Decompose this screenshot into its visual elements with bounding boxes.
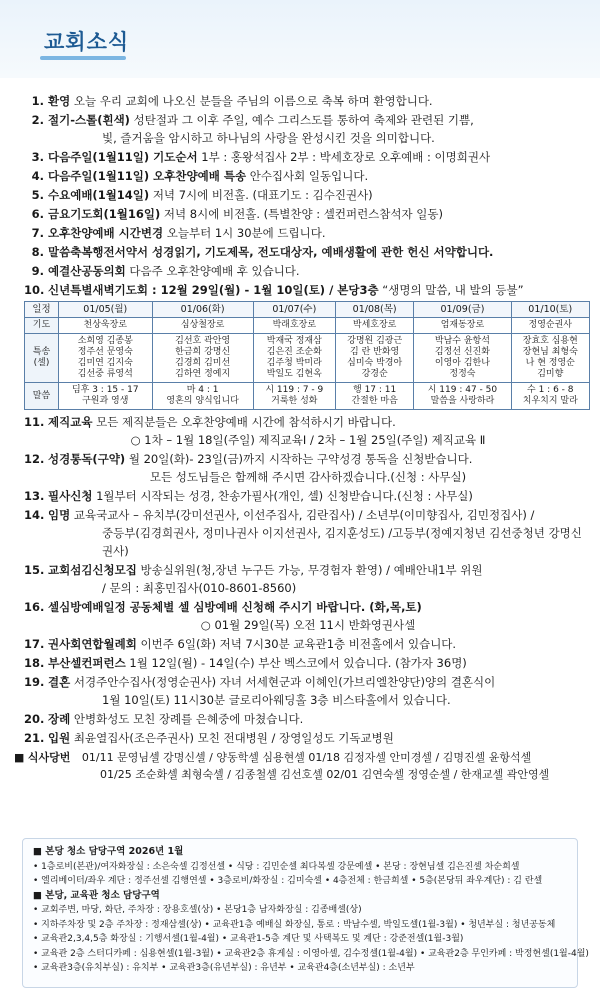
cleaning-row: • 1층로비(본관)/여자화장실 : 소은숙셀 김정선셀 • 식당 : 김민순셀 최다복셀 강문예셀 • 본당 : 장현님셀 김은진셀 차순희셀	[33, 861, 520, 872]
notice-title: 다음주일(1월11일) 오후찬양예배 특송	[48, 169, 247, 183]
cleaning-title-2: ■ 본당, 교육관 청소 담당구역	[33, 889, 160, 901]
notice-number: 7.	[31, 226, 44, 240]
notice-number: 3.	[31, 150, 44, 164]
notice-title: 말씀축복행전서약서 성경읽기, 기도제목, 전도대상자, 예배생활에 관한 헌신 서약합니다.	[48, 245, 494, 259]
notice-item	[14, 506, 592, 560]
notice-text: 교육국교사 – 유치부(강미선권사, 이선주집사, 김란집사) / 소년부(이미향집사, 김민정집사) /	[70, 508, 535, 522]
prayer-cell: 엄재동장로	[414, 318, 511, 334]
notice-title: 다음주일(1월11일) 기도순서	[48, 150, 198, 164]
notice-title: 금요기도회(1월16일)	[48, 207, 161, 221]
notice-number: 8.	[31, 245, 44, 259]
notices-list	[14, 92, 592, 783]
notice-title: 필사신청	[48, 489, 93, 503]
notice-continuation: ○ 01월 29일(목) 오전 11시 반화영권사셀	[200, 618, 416, 632]
prayer-cell: 01/09(금)	[414, 302, 511, 318]
notice-number: 4.	[31, 169, 44, 183]
prayer-row-label: 말씀	[25, 383, 59, 410]
cleaning-row: • 지하주차장 및 2층 주차장 : 정재삼셀(상) • 교육관1층 예배실 화장실, 통로 : 박남수셀, 박일도셀(1월-3월) • 청년부실 : 청년공동체	[33, 919, 556, 930]
cleaning-row: • 교육관3층(유치부실) : 유치부 • 교육관3층(유년부실) : 유년부 • 교육관4층(소년부실) : 소년부	[33, 963, 415, 973]
notice-number: 15.	[24, 563, 45, 577]
notice-number: 6.	[31, 207, 44, 221]
prayer-cell: 박남수 윤항석 김정선 신진화 이영아 김한나 정정숙	[414, 334, 511, 383]
notice-text: 1월 12일(월) - 14일(수) 부산 벡스코에서 있습니다. (참가자 36명)	[125, 656, 467, 670]
prayer-cell: 김선호 곽안영 한금희 강명신 김경희 김미선 김하연 정예지	[152, 334, 253, 383]
meal-line-1: 01/11 문영님셀 강명신셀 / 양동학셀 심용현셀 01/18 김정자셀 안미경셀 / 김명진셀 윤항석셀	[81, 751, 532, 764]
prayer-cell: 박재국 정재삼 김은진 조순화 김주청 박미라 박일도 김현옥	[253, 334, 335, 383]
notice-number: 11.	[24, 415, 45, 429]
notice-title: 권사회연합월례회	[48, 637, 137, 651]
notice-continuation: ○ 1차 – 1월 18일(주일) 제직교육Ⅰ / 2차 – 1월 25일(주일) 제직교육 Ⅱ	[130, 433, 486, 447]
notice-title: 제직교육	[48, 415, 93, 429]
prayer-cell: 장효호 심용현 장현님 최형숙 나 현 정영순 김미향	[511, 334, 589, 383]
notice-title: 신년특별새벽기도회 : 12월 29일(월) - 1월 10일(토) / 본당3층	[48, 283, 379, 297]
notice-item	[14, 262, 592, 280]
notice-item	[14, 710, 592, 728]
notice-text: 저녁 8시에 비전홀. (특별찬양 : 셀컨퍼런스참석자 일동)	[160, 207, 443, 221]
notice-item	[14, 186, 592, 204]
notice-text: 방송실위원(청,장년 누구든 가능, 무경험자 환영) / 예배안내1부 위원	[136, 563, 483, 577]
notice-number: 17.	[24, 637, 45, 651]
prayer-cell: 시 119 : 7 - 9 거룩한 성화	[253, 383, 335, 410]
prayer-cell: 강명원 김광근 김 란 반화영 심미숙 박경아 강경순	[335, 334, 413, 383]
notice-number: 18.	[24, 656, 45, 670]
prayer-cell: 정영순권사	[511, 318, 589, 334]
notice-item	[14, 205, 592, 223]
notice-text: 모든 제직분들은 오후찬양예배 시간에 참석하시기 바랍니다.	[92, 415, 396, 429]
notice-text: 1월부터 시작되는 성경, 찬송가필사(개인, 셀) 신청받습니다.(신청 : 사무실)	[92, 489, 473, 503]
notice-text: 월 20일(화)- 23일(금)까지 시작하는 구약성경 통독을 신청받습니다.	[125, 452, 473, 466]
notice-number: 12.	[24, 452, 45, 466]
notice-number: 9.	[31, 264, 44, 278]
notice-item	[14, 654, 592, 672]
prayer-cell: 박세호장로	[335, 318, 413, 334]
notice-title: 장례	[48, 712, 71, 726]
meal-label: 식사당번	[27, 751, 71, 764]
notice-number: 14.	[24, 508, 45, 522]
notice-text: 안병화성도 모친 장례를 은혜중에 마쳤습니다.	[70, 712, 304, 726]
cleaning-title-1: ■ 본당 청소 담당구역 2026년 1월	[33, 846, 184, 857]
notice-title: 예결산공동의회	[48, 264, 126, 278]
cleaning-box	[22, 838, 589, 988]
notice-number: 10.	[24, 283, 45, 297]
title-underline	[40, 56, 126, 60]
notice-item	[14, 561, 592, 597]
notice-title: 셀심방예배일정 공동체별 셀 심방예배 신청해 주시기 바랍니다. (화,목,토)	[48, 600, 422, 614]
notice-number: 5.	[31, 188, 44, 202]
notice-title: 수요예배(1월14일)	[48, 188, 150, 202]
notice-title: 오후찬양예배 시간변경	[48, 226, 164, 240]
prayer-cell: 심상철장로	[152, 318, 253, 334]
prayer-cell: 01/08(목)	[335, 302, 413, 318]
notice-text: 안수집사회 일동입니다.	[246, 169, 369, 183]
notice-title: 부산셀컨퍼런스	[48, 656, 126, 670]
prayer-cell: 01/10(토)	[511, 302, 589, 318]
notice-number: 21.	[24, 731, 45, 745]
notice-continuation: 빛, 즐거움을 암시하고 하나님의 사랑을 완성시킨 것을 의미합니다.	[102, 131, 435, 145]
notice-number: 16.	[24, 600, 45, 614]
meal-bullet: ■	[14, 751, 25, 764]
prayer-cell: 딤후 3 : 15 - 17 구원과 영생	[59, 383, 153, 410]
notice-text: 성탄절과 그 이후 주일, 예수 그리스도를 통하여 축제와 관련된 기쁨,	[129, 113, 474, 127]
prayer-cell: 수 1 : 6 - 8 치우치지 말라	[511, 383, 589, 410]
notice-continuation: / 문의 : 최홍민집사(010-8601-8560)	[102, 581, 297, 595]
notice-item	[14, 598, 592, 634]
notice-continuation: 모든 성도님들은 함께해 주시면 감사하겠습니다.(신청 : 사무실)	[149, 470, 467, 484]
notice-item	[14, 224, 592, 242]
prayer-cell: 01/07(수)	[253, 302, 335, 318]
notice-item	[14, 243, 592, 261]
notice-item	[14, 635, 592, 653]
notice-item	[14, 111, 592, 147]
notice-number: 2.	[31, 113, 44, 127]
notice-text: 오늘 우리 교회에 나오신 분들을 주님의 이름으로 축복 하며 환영합니다.	[70, 94, 433, 108]
prayer-cell: 마 4 : 1 영혼의 양식입니다	[152, 383, 253, 410]
prayer-row-label: 일정	[25, 302, 59, 318]
notice-item	[14, 450, 592, 486]
cleaning-row: • 교육관2,3,4,5층 화장실 : 기행서셀(1월-4월) • 교육관1-5층 계단 및 사택복도 및 계단 : 강준전셀(1월-3월)	[33, 934, 464, 944]
notice-item	[14, 148, 592, 166]
prayer-cell: 박래호장로	[253, 318, 335, 334]
notice-title: 결혼	[48, 675, 71, 689]
notice-number: 20.	[24, 712, 45, 726]
notice-item	[14, 413, 592, 449]
cleaning-row: • 교회주변, 마당, 화단, 주차장 : 장용호셀(상) • 본당1층 남자화장실 : 김종배셀(상)	[33, 905, 362, 915]
notice-text: 이번주 6일(화) 저녁 7시30분 교육관1층 비전홀에서 있습니다.	[136, 637, 457, 651]
notice-continuation: 중등부(김경희권사, 정미나권사 이지선권사, 김지훈성도) /고등부(정예지청년 김선중청년 강명신권사)	[102, 526, 582, 558]
notice-text: 최윤열집사(조은주권사) 모친 전대병원 / 장영일성도 기독교병원	[70, 731, 394, 745]
notice-text: 저녁 7시에 비전홀. (대표기도 : 김수진권사)	[149, 188, 373, 202]
notice-title: 환영	[48, 94, 71, 108]
prayer-cell: 행 17 : 11 간절한 마음	[335, 383, 413, 410]
notice-title: 입원	[48, 731, 71, 745]
notice-item	[14, 487, 592, 505]
notice-title: 임명	[48, 508, 71, 522]
prayer-cell: 시 119 : 47 - 50 말씀을 사랑하라	[414, 383, 511, 410]
notice-continuation: 1월 10일(토) 11시30분 글로리아웨딩홀 3층 비스타홀에서 있습니다.	[102, 693, 451, 707]
prayer-row-word	[25, 383, 590, 410]
prayer-schedule-table	[24, 301, 590, 410]
notice-item	[14, 729, 592, 747]
notice-text: 서경주안수집사(정영순권사) 자녀 서세현군과 이혜인(가브리엘찬양단)양의 결혼식이	[70, 675, 496, 689]
notice-text: “생명의 말씀, 내 발의 등불”	[378, 283, 524, 297]
cleaning-row: • 교육관 2층 스터디카페 : 심용현셀(1월-3월) • 교육관2층 휴게실 : 이영아셀, 김수정셀(1월-4월) • 교육관2층 무인카페 : 박정현셀(1월-4월)	[33, 948, 589, 959]
prayer-row-label: 기도	[25, 318, 59, 334]
header-banner	[0, 0, 600, 78]
notice-item	[14, 673, 592, 709]
notice-title: 성경통독(구약)	[48, 452, 126, 466]
cleaning-row: • 엘리베이터/좌우 계단 : 정주선셀 김행연셀 • 3층로비/화장실 : 김미숙셀 • 4층전체 : 한금희셀 • 5층(본당뒤 좌우계단) : 김 란셀	[33, 876, 543, 886]
notice-item	[14, 167, 592, 185]
page-title: 교회소식	[44, 30, 130, 54]
prayer-row-pray	[25, 318, 590, 334]
meal-line-2: 01/25 조순화셀 최형숙셀 / 김종철셀 김선호셀 02/01 김연숙셀 정영순셀 / 한재교셀 곽안영셀	[100, 768, 550, 781]
prayer-cell: 01/06(화)	[152, 302, 253, 318]
prayer-row-date	[25, 302, 590, 318]
notice-number: 13.	[24, 489, 45, 503]
notice-item	[14, 92, 592, 110]
prayer-cell: 천상욱장로	[59, 318, 153, 334]
prayer-row-special	[25, 334, 590, 383]
notice-text: 다음주 오후찬양예배 후 있습니다.	[125, 264, 300, 278]
meal-duty	[14, 749, 592, 783]
notice-text: 1부 : 홍왕석집사 2부 : 박세호장로 오후예배 : 이명희권사	[197, 150, 491, 164]
notice-text: 오늘부터 1시 30분에 드립니다.	[163, 226, 326, 240]
notice-item	[14, 281, 592, 299]
notice-number: 1.	[31, 94, 44, 108]
notice-title: 교회섬김신청모집	[48, 563, 137, 577]
notice-title: 절기-스톨(흰색)	[48, 113, 130, 127]
prayer-cell: 01/05(월)	[59, 302, 153, 318]
notice-number: 19.	[24, 675, 45, 689]
prayer-cell: 소희영 김종봉 정주선 문영숙 김미연 김지숙 김선중 류영석	[59, 334, 153, 383]
prayer-row-label: 특송 (셀)	[25, 334, 59, 383]
